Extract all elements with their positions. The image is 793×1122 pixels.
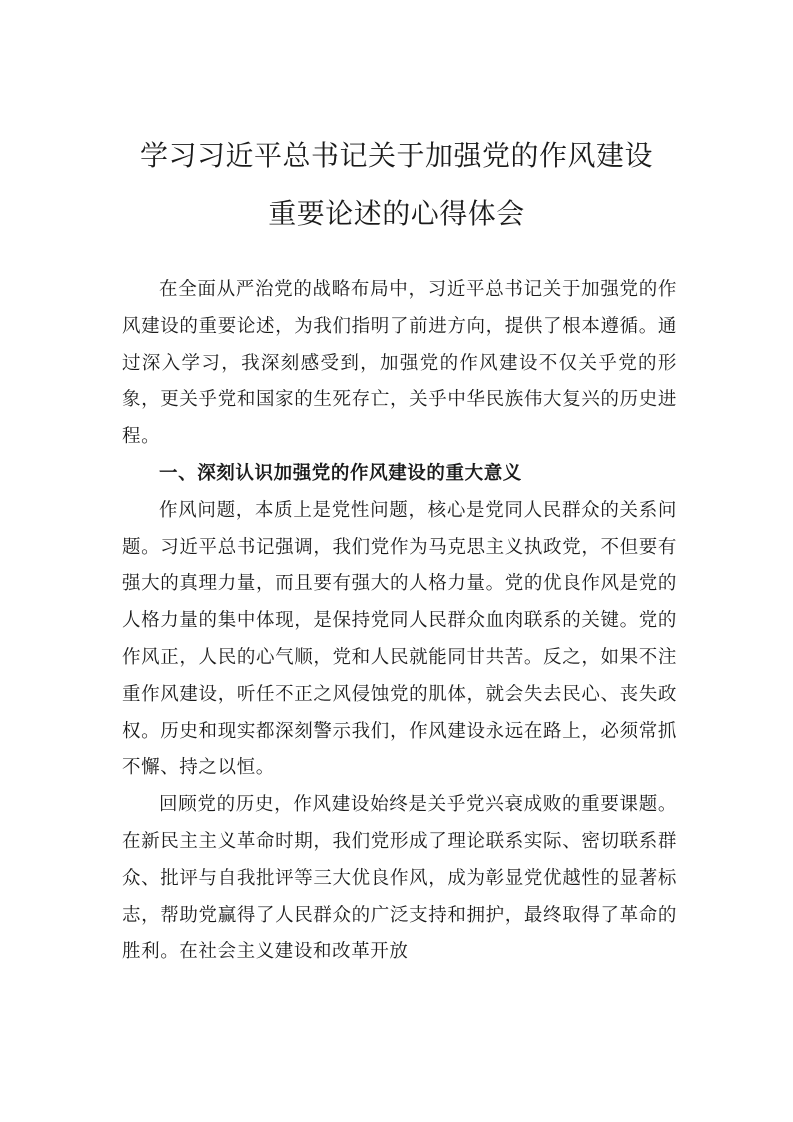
document-title-line-1: 学习习近平总书记关于加强党的作风建设 xyxy=(139,139,653,172)
document-body xyxy=(122,272,677,971)
intro-paragraph: 在全面从严治党的战略布局中，习近平总书记关于加强党的作风建设的重要论述，为我们指明了前进方向，提供了根本遵循。通过深入学习，我深刻感受到，加强党的作风建设不仅关乎党的形象，更关乎党和国家的生死存亡，关乎中华民族伟大复兴的历史进程。 xyxy=(122,279,677,448)
section-1-paragraph-2: 回顾党的历史，作风建设始终是关乎党兴衰成败的重要课题。在新民主主义革命时期，我们党形成了理论联系实际、密切联系群众、批评与自我批评等三大优良作风，成为彰显党优越性的显著标志，帮助党赢得了人民群众的广泛支持和拥护，最终取得了革命的胜利。在社会主义建设和改革开放 xyxy=(122,794,677,963)
section-heading-1: 一、深刻认识加强党的作风建设的重大意义 xyxy=(159,462,522,484)
document-title-line-2: 重要论述的心得体会 xyxy=(268,197,525,230)
section-1-paragraph-1: 作风问题，本质上是党性问题，核心是党同人民群众的关系问题。习近平总书记强调，我们党作为马克思主义执政党，不但要有强大的真理力量，而且要有强大的人格力量。党的优良作风是党的人格力量的集中体现，是保持党同人民群众血肉联系的关键。党的作风正，人民的心气顺，党和人民就能同甘共苦。反之，如果不注重作风建设，听任不正之风侵蚀党的肌体，就会失去民心、丧失政权。历史和现实都深刻警示我们，作风建设永远在路上，必须常抓不懈、持之以恒。 xyxy=(122,499,677,779)
